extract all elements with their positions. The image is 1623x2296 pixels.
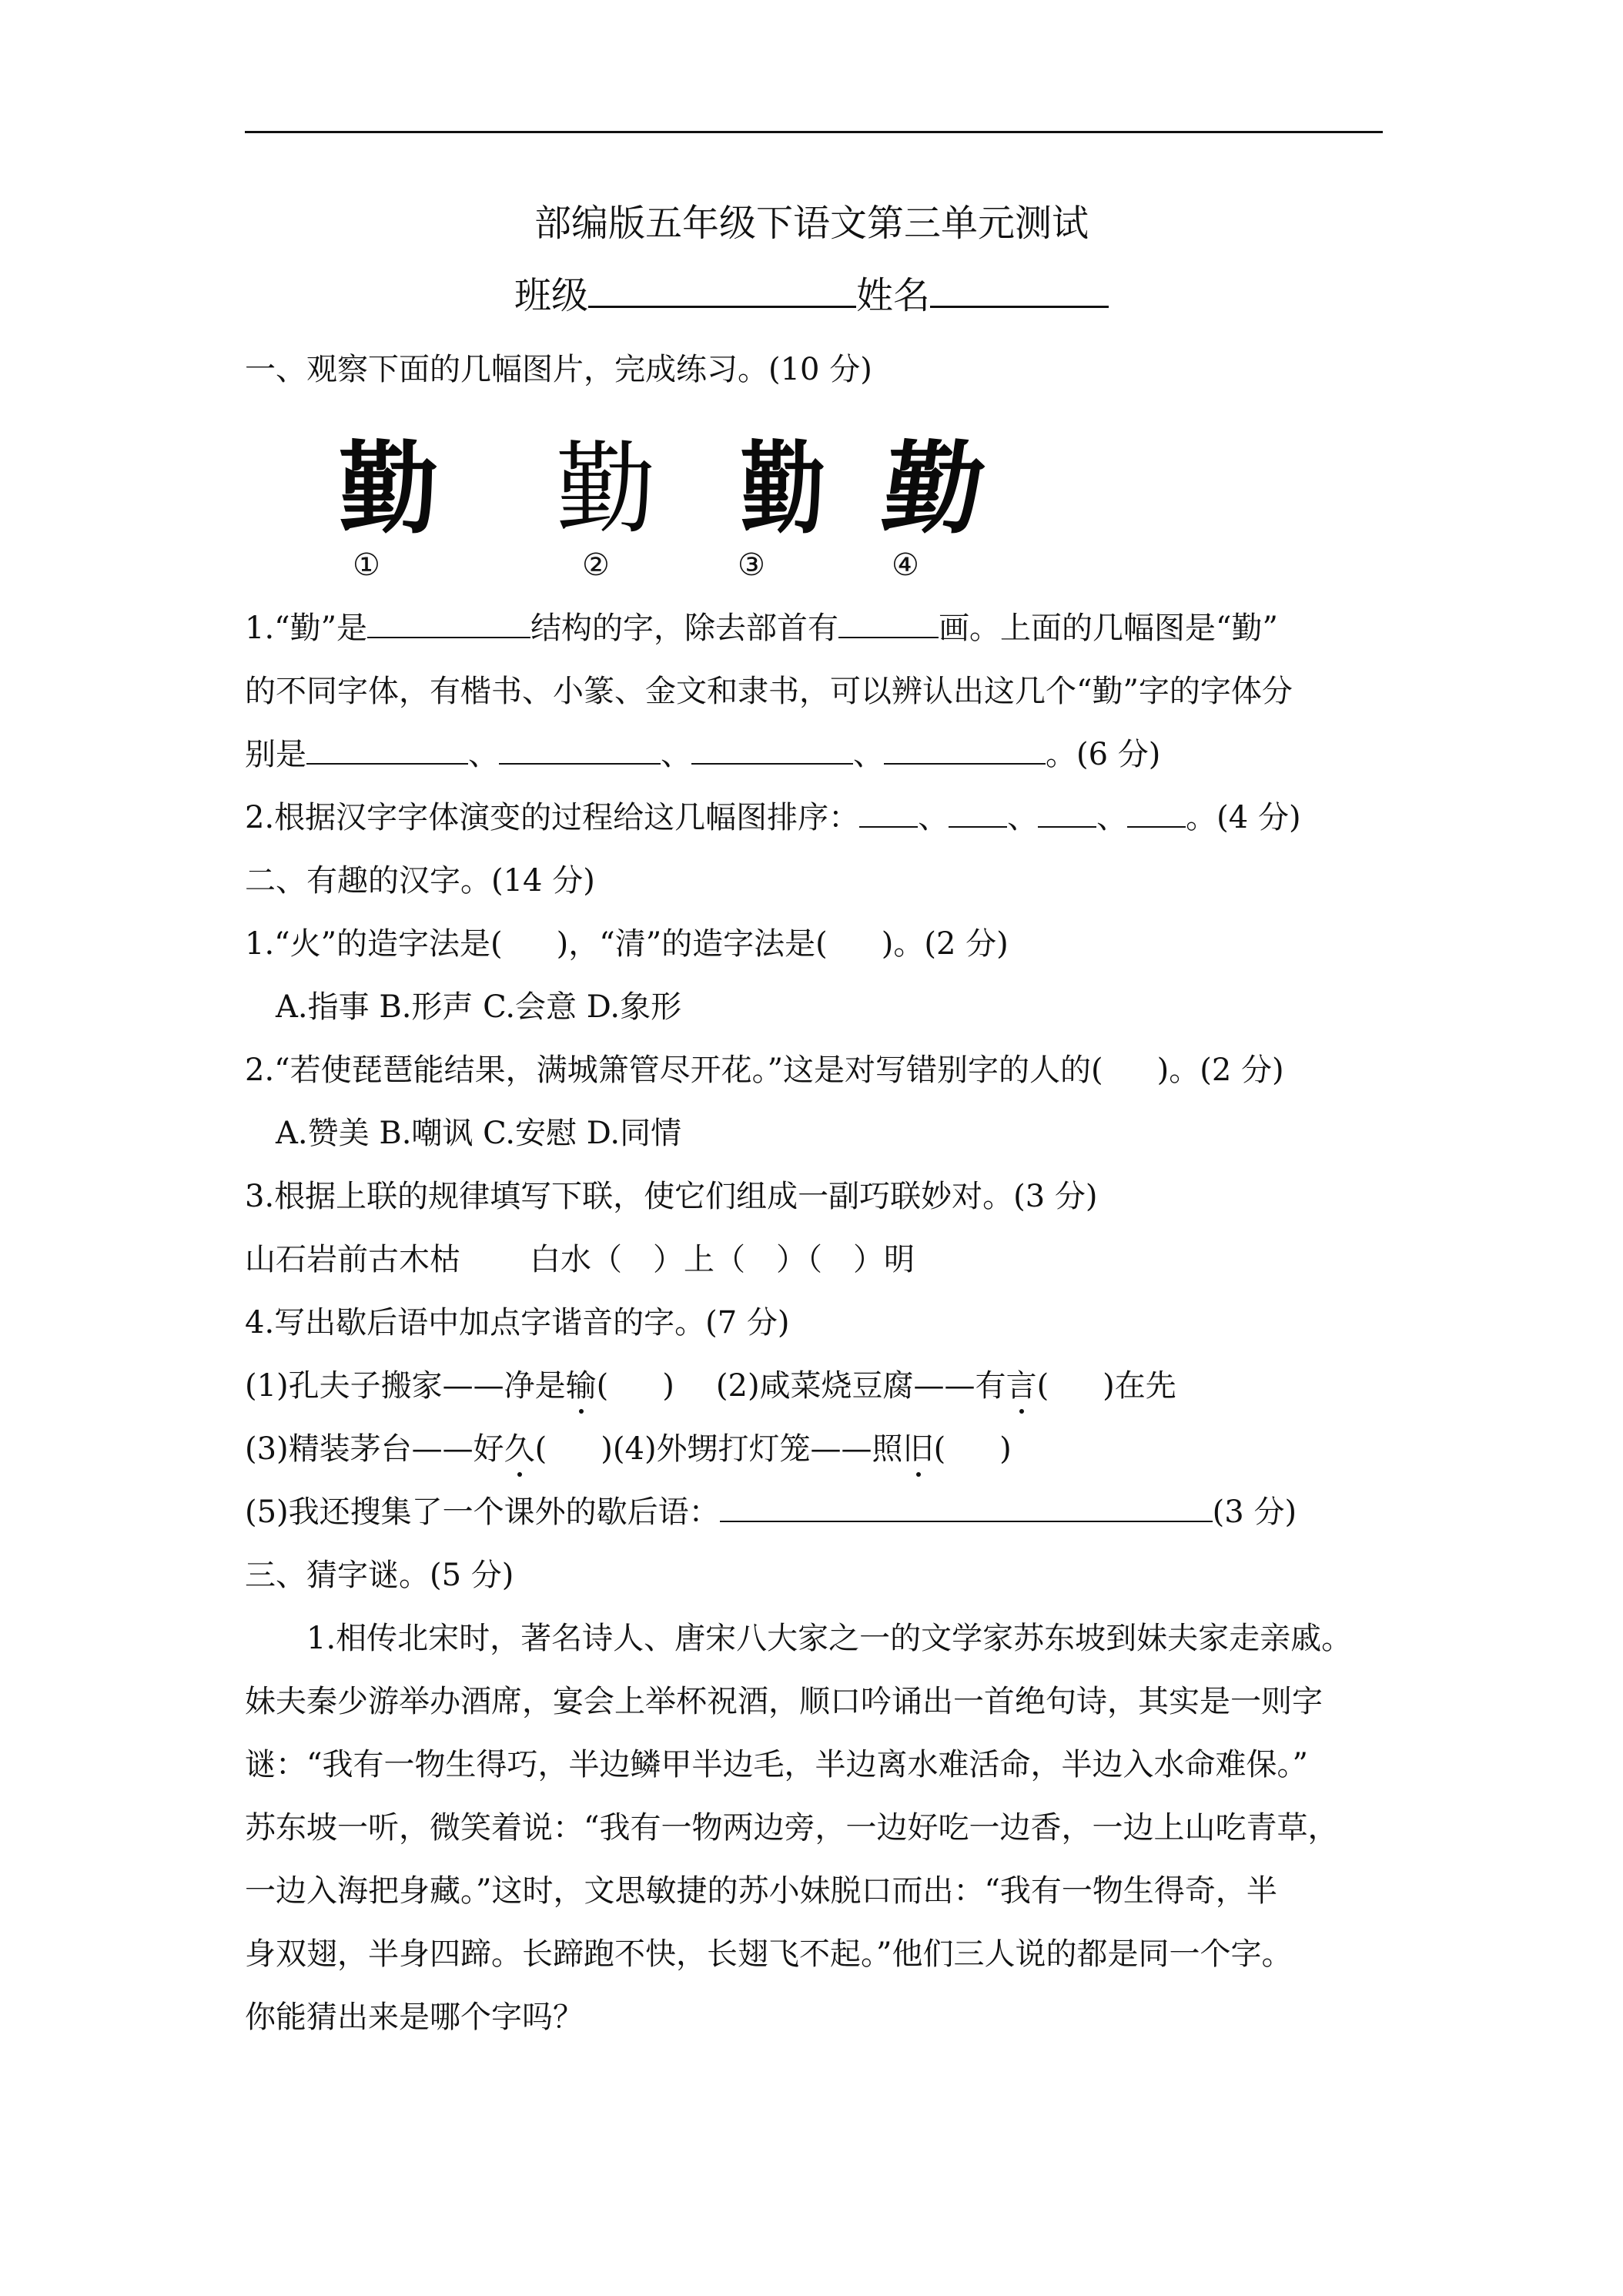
s1-q1-text-c: 画。上面的几幅图是“勤” <box>939 611 1278 646</box>
s1-q1-score: 。(6 分) <box>1046 737 1161 772</box>
s2-q2-text-a: 2.“若使琵琶能结果，满城箫管尽开花。”这是对写错别字的人的( <box>245 1053 1103 1088</box>
order-sep-1: 、 <box>918 800 949 835</box>
order-blank-1[interactable] <box>859 798 918 828</box>
upper-couplet: 山石岩前古木枯 <box>245 1242 460 1277</box>
s1-q1-line1 <box>245 607 1384 650</box>
s1-q2-score: 。(4 分) <box>1186 800 1301 835</box>
riddle-line-6: 身双翅，半身四蹄。长蹄跑不快，长翅飞不起。”他们三人说的都是同一个字。 <box>245 1936 1293 1972</box>
lower-couplet-a: 白水（ <box>530 1242 622 1277</box>
dotted-char-2: 言 <box>1006 1364 1037 1407</box>
s1-q1-text-d: 别是 <box>245 737 306 772</box>
stroke-count-blank[interactable] <box>838 609 939 638</box>
font-blank-1[interactable] <box>306 735 468 765</box>
class-label: 班级 <box>514 274 588 317</box>
structure-blank[interactable] <box>367 609 530 638</box>
glyph-xiaozhuan: 勤 <box>740 430 826 547</box>
s2-q2-options: A.赞美 B.嘲讽 C.安慰 D.同情 <box>276 1116 682 1151</box>
s2-q1-text-c: )。(2 分) <box>881 926 1009 962</box>
riddle-line-3: 谜：“我有一物生得巧，半边鳞甲半边毛，半边离水难活命，半边入水命难保。” <box>245 1747 1308 1782</box>
s1-q1-text-b: 结构的字，除去部首有 <box>530 611 839 646</box>
s2-q3: 3.根据上联的规律填写下联，使它们组成一副巧联妙对。(3 分) <box>245 1179 1098 1214</box>
sep-1: 、 <box>468 737 499 772</box>
xiehou-3-close: ) <box>601 1431 613 1467</box>
s2-q2-text-b: )。(2 分) <box>1156 1053 1284 1088</box>
riddle-line-2: 妹夫秦少游举办酒席，宴会上举杯祝酒，顺口吟诵出一首绝句诗，其实是一则字 <box>245 1684 1323 1719</box>
s1-q1-line2: 的不同字体，有楷书、小篆、金文和隶书，可以辨认出这几个“勤”字的字体分 <box>245 674 1293 709</box>
s2-q1-text-a: 1.“火”的造字法是( <box>245 926 503 962</box>
order-blank-4[interactable] <box>1127 798 1186 828</box>
xiehou-1-open: ( <box>596 1368 609 1404</box>
glyph-label-1: ① <box>353 547 380 583</box>
xiehou-2-text: (2)咸菜烧豆腐——有 <box>715 1368 1006 1404</box>
font-blank-3[interactable] <box>691 735 853 765</box>
riddle-line-7: 你能猜出来是哪个字吗？ <box>245 2000 584 2035</box>
glyph-label-2: ② <box>582 547 610 583</box>
order-sep-3: 、 <box>1096 800 1128 835</box>
xiehou-4-open: ( <box>933 1431 946 1467</box>
xiehou-2-close: )在先 <box>1103 1368 1176 1404</box>
section3-heading: 三、猜字谜。(5 分) <box>245 1558 514 1593</box>
riddle-line-4: 苏东坡一听，微笑着说：“我有一物两边旁，一边好吃一边香，一边上山吃青草， <box>245 1810 1339 1846</box>
extra-xiehou-blank[interactable] <box>720 1493 1213 1522</box>
order-blank-3[interactable] <box>1038 798 1096 828</box>
s2-q1-text-b: )，“清”的造字法是( <box>556 926 828 962</box>
glyph-label-4: ④ <box>892 547 919 583</box>
lower-couplet-d: ）明 <box>853 1242 915 1277</box>
s2-q4-row2 <box>245 1427 1384 1471</box>
xiehou-5-score: (3 分) <box>1212 1494 1297 1530</box>
glyph-label-3: ③ <box>738 547 765 583</box>
xiehou-3-open: ( <box>534 1431 547 1467</box>
xiehou-5-text: (5)我还搜集了一个课外的歇后语： <box>245 1494 720 1530</box>
top-rule <box>245 131 1383 133</box>
s1-q1-text-a: 1.“勤”是 <box>245 611 368 646</box>
xiehou-3-text: (3)精装茅台——好 <box>245 1431 504 1467</box>
name-blank[interactable] <box>930 272 1109 308</box>
glyph-lishu: 勤 <box>339 430 440 547</box>
lower-couplet-b: ）上（ <box>653 1242 745 1277</box>
xiehou-1-close: ) <box>662 1368 674 1404</box>
glyph-jinwen: 勤 <box>875 430 992 547</box>
dotted-char-3: 久 <box>504 1427 535 1471</box>
s2-q1-options: A.指事 B.形声 C.会意 D.象形 <box>276 989 682 1025</box>
xiehou-1-text: (1)孔夫子搬家——净是 <box>245 1368 566 1404</box>
s2-q1 <box>245 922 1384 966</box>
s1-q2 <box>245 796 1384 839</box>
s2-q3-couplet <box>245 1238 1384 1281</box>
sep-3: 、 <box>853 737 884 772</box>
lower-couplet-c: ）（ <box>776 1242 822 1277</box>
page-title: 部编版五年级下语文第三单元测试 <box>534 202 1089 245</box>
xiehou-4-close: ) <box>999 1431 1012 1467</box>
class-blank[interactable] <box>588 272 856 308</box>
order-blank-2[interactable] <box>949 798 1007 828</box>
section1-heading: 一、观察下面的几幅图片，完成练习。(10 分) <box>245 352 872 387</box>
glyph-kaishu: 勤 <box>556 430 657 547</box>
font-blank-4[interactable] <box>884 735 1046 765</box>
s2-q4: 4.写出歇后语中加点字谐音的字。(7 分) <box>245 1305 790 1340</box>
s1-q2-text: 2.根据汉字字体演变的过程给这几幅图排序： <box>245 800 860 835</box>
xiehou-2-open: ( <box>1036 1368 1049 1404</box>
dotted-char-4: 旧 <box>903 1427 934 1471</box>
s2-q2 <box>245 1049 1384 1092</box>
s2-q4-row1 <box>245 1364 1384 1407</box>
riddle-line-1: 1.相传北宋时，著名诗人、唐宋八大家之一的文学家苏东坡到妹夫家走亲戚。 <box>306 1621 1353 1656</box>
s2-q4-row3 <box>245 1491 1384 1534</box>
xiehou-4-text: (4)外甥打灯笼——照 <box>612 1431 903 1467</box>
font-blank-2[interactable] <box>499 735 661 765</box>
name-label: 姓名 <box>856 274 931 317</box>
riddle-line-5: 一边入海把身藏。”这时，文思敏捷的苏小妹脱口而出：“我有一物生得奇，半 <box>245 1873 1277 1909</box>
s1-q1-line3 <box>245 733 1384 776</box>
student-info-line <box>0 271 1623 320</box>
order-sep-2: 、 <box>1007 800 1039 835</box>
sep-2: 、 <box>661 737 691 772</box>
dotted-char-1: 输 <box>566 1364 597 1407</box>
section2-heading: 二、有趣的汉字。(14 分) <box>245 863 595 899</box>
